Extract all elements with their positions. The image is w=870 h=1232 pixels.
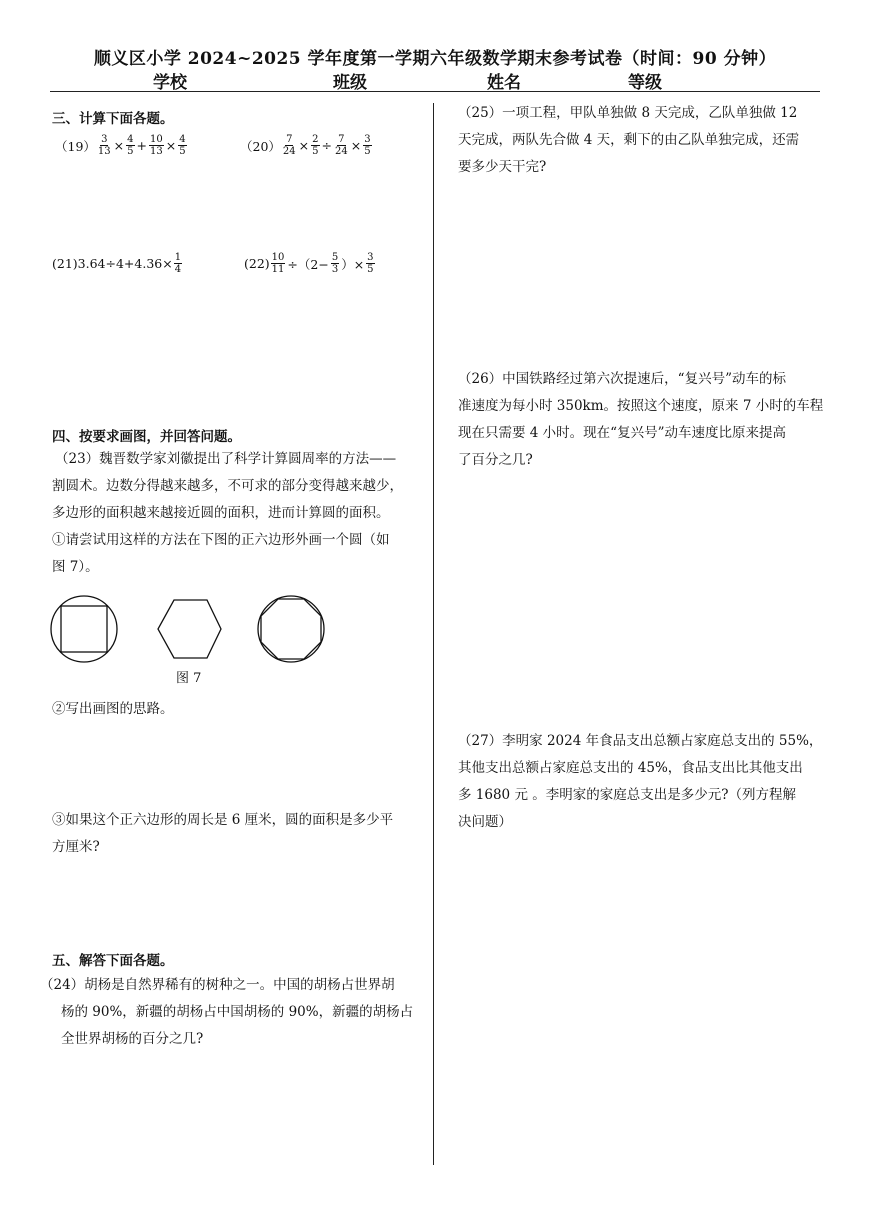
q20-fraction-3: $\frac{7}{24}$ [334,134,348,157]
circle-with-octagon-figure [258,596,324,662]
name-field-label: 姓名 [487,73,521,93]
q19-fraction-4: $\frac{4}{5}$ [179,134,186,157]
exam-title: 顺义区小学 2024~2025 学年度第一学期六年级数学期末参考试卷（时间：90 分钟） [93,49,777,69]
q26-text: （26）中国铁路经过第六次提速后，“复兴号”动车的标 准速度为每小时 350km。按照这个速度，原来 7 小时的车程 现在只需要 4 小时。现在“复兴号”动车速度比原来提高 了百分之几? [458,371,824,468]
q25-text: （25）一项工程，甲队单独做 8 天完成，乙队单独做 12 天完成，两队先合做 4 天，剩下的由乙队单独完成，还需 要多少天干完? [458,105,800,175]
q20-fraction-1: $\frac{7}{24}$ [282,134,296,157]
school-field-label: 学校 [153,73,187,93]
q27-text: （27）李明家 2024 年食品支出总额占家庭总支出的 55%， 其他支出总额占家庭总支出的 45%，食品支出比其他支出 多 1680 元 。李明家的家庭总支出是多少元?（列方程解 决问题） [458,733,823,830]
q22-fraction-3: $\frac{3}{5}$ [367,252,374,275]
q23-text: （23）魏晋数学家刘徽提出了科学计算圆周率的方法—— 割圆术。边数分得越来越多，不可求的部分变得越来越少， 多边形的面积越来越接近圆的面积，进而计算圆的面积。 ①请尝试用这样的方法在下图的正六边形外画一个圆（如 图 7）。 [52,451,403,575]
column-divider [433,103,434,1165]
section3-heading: 三、计算下面各题。 [52,111,174,127]
header-divider [50,91,820,92]
section4-heading: 四、按要求画图，并回答问题。 [52,429,241,445]
circle-with-square-figure [51,596,117,662]
q19-label: （19） [55,138,96,154]
q19-fraction-3: $\frac{10}{13}$ [149,134,163,157]
q19-fraction-2: $\frac{4}{5}$ [127,134,134,157]
question-22: (22) $\frac{10}{11}$ ÷（2− $\frac{5}{3}$ ）× $\frac{3}{5}$ [244,252,374,275]
q21-fraction: $\frac{1}{4}$ [174,252,182,275]
q19-fraction-1: $\frac{3}{13}$ [97,134,111,157]
figure-7-caption: 图 7 [176,671,202,686]
hexagon-figure [158,600,221,658]
figure-7-shapes [45,594,335,666]
class-field-label: 班级 [333,73,367,93]
grade-field-label: 等级 [628,73,662,93]
question-21 [52,252,183,275]
q24-text: （24）胡杨是自然界稀有的树种之一。中国的胡杨占世界胡 杨的 90%，新疆的胡杨占中国胡杨的 90%，新疆的胡杨占 全世界胡杨的百分之几? [40,977,414,1047]
question-20: （20） $\frac{7}{24}$ × $\frac{2}{5}$ ÷ $\frac{7}{24}$ × $\frac{3}{5}$ [240,134,371,157]
section5-heading: 五、解答下面各题。 [52,953,174,969]
q20-fraction-2: $\frac{2}{5}$ [312,134,319,157]
question-19: （19） $\frac{3}{13}$ × $\frac{4}{5}$ + $\frac{10}{13}$ × $\frac{4}{5}$ [55,134,186,157]
q22-fraction-1: $\frac{10}{11}$ [271,252,285,275]
q20-fraction-4: $\frac{3}{5}$ [364,134,371,157]
q23-part2: ②写出画图的思路。 [52,701,174,717]
q20-label: （20） [240,138,281,154]
q23-part3: ③如果这个正六边形的周长是 6 厘米，圆的面积是多少平 方厘米? [52,812,394,855]
q22-fraction-2: $\frac{5}{3}$ [331,252,339,275]
q22-label: (22) [244,256,270,271]
q21-expression: (21)3.64÷4+4.36× [52,256,173,271]
